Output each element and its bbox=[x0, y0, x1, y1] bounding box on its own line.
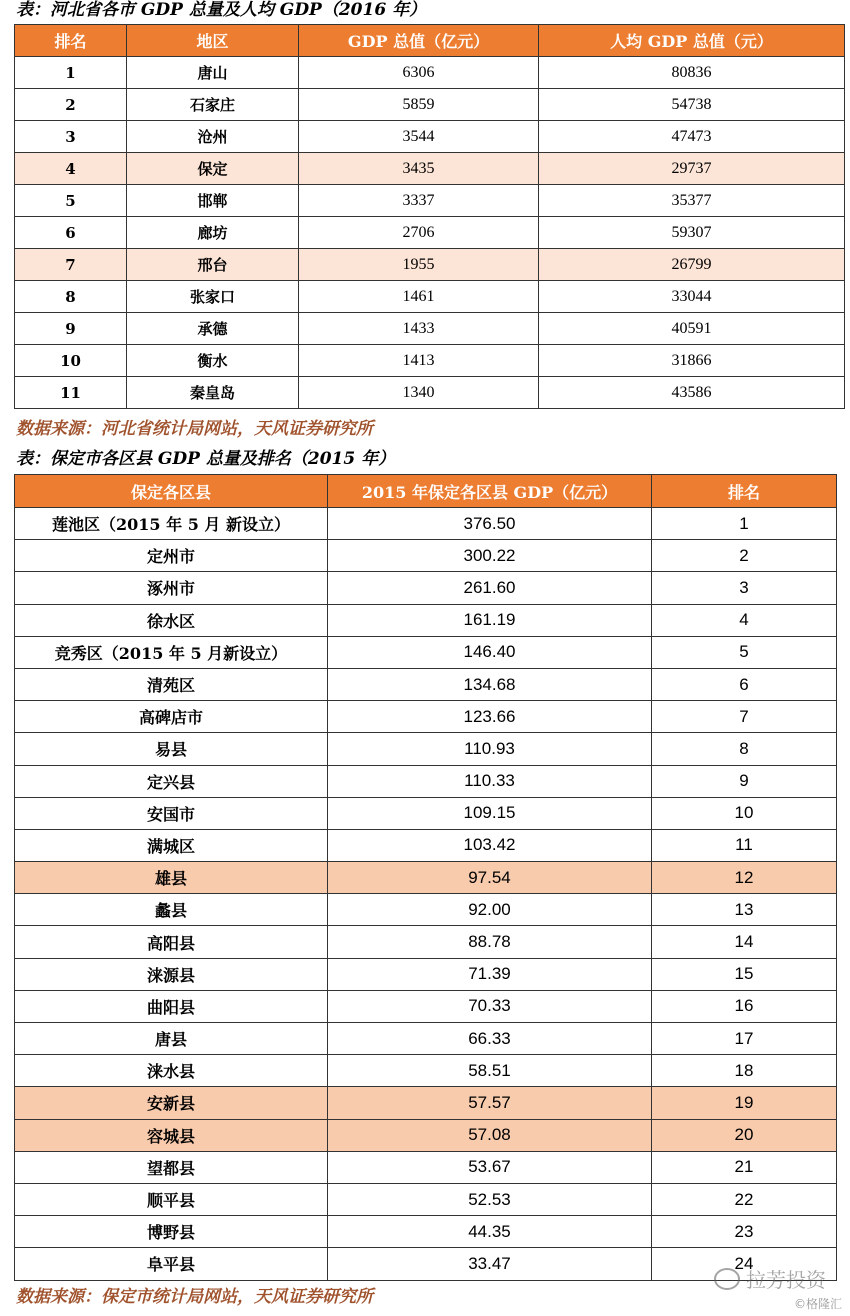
table1-title: 表：河北省各市 GDP 总量及人均 GDP（2016 年） bbox=[16, 0, 427, 20]
gdp-cell: 1433 bbox=[299, 313, 539, 345]
table2-source: 数据来源：保定市统计局网站，天风证券研究所 bbox=[16, 1287, 373, 1307]
per-capita-cell: 26799 bbox=[539, 249, 845, 281]
per-capita-cell: 43586 bbox=[539, 377, 845, 409]
table-row bbox=[15, 926, 837, 958]
per-capita-cell: 29737 bbox=[539, 153, 845, 185]
header-rank: 排名 bbox=[15, 25, 127, 57]
county-cell: 雄县 bbox=[15, 862, 328, 894]
county-gdp-cell: 70.33 bbox=[328, 990, 652, 1022]
gdp-cell: 3544 bbox=[299, 121, 539, 153]
county-gdp-cell: 376.50 bbox=[328, 508, 652, 540]
rank-cell: 4 bbox=[15, 153, 127, 185]
county-gdp-cell: 57.08 bbox=[328, 1119, 652, 1151]
header-region: 地区 bbox=[127, 25, 299, 57]
header-county-rank: 排名 bbox=[652, 475, 837, 508]
county-rank-cell: 20 bbox=[652, 1119, 837, 1151]
per-capita-cell: 35377 bbox=[539, 185, 845, 217]
county-rank-cell: 1 bbox=[652, 508, 837, 540]
region-cell: 衡水 bbox=[127, 345, 299, 377]
per-capita-cell: 40591 bbox=[539, 313, 845, 345]
rank-cell: 2 bbox=[15, 89, 127, 121]
table1-source: 数据来源：河北省统计局网站，天风证券研究所 bbox=[16, 419, 373, 439]
county-gdp-cell: 134.68 bbox=[328, 668, 652, 700]
county-cell: 容城县 bbox=[15, 1119, 328, 1151]
gdp-cell: 1461 bbox=[299, 281, 539, 313]
county-gdp-cell: 44.35 bbox=[328, 1216, 652, 1248]
county-cell: 顺平县 bbox=[15, 1183, 328, 1215]
county-rank-cell: 15 bbox=[652, 958, 837, 990]
gdp-cell: 6306 bbox=[299, 57, 539, 89]
county-gdp-cell: 123.66 bbox=[328, 701, 652, 733]
county-rank-cell: 4 bbox=[652, 604, 837, 636]
county-cell: 满城区 bbox=[15, 829, 328, 861]
gdp-cell: 1340 bbox=[299, 377, 539, 409]
county-cell: 高碑店市 bbox=[15, 701, 328, 733]
county-rank-cell: 8 bbox=[652, 733, 837, 765]
table-row bbox=[15, 733, 837, 765]
table-row bbox=[15, 958, 837, 990]
per-capita-cell: 80836 bbox=[539, 57, 845, 89]
county-cell: 徐水区 bbox=[15, 604, 328, 636]
table-row bbox=[15, 572, 837, 604]
gdp-cell: 1413 bbox=[299, 345, 539, 377]
table-row bbox=[15, 829, 837, 861]
county-rank-cell: 23 bbox=[652, 1216, 837, 1248]
county-rank-cell: 21 bbox=[652, 1151, 837, 1183]
county-gdp-cell: 261.60 bbox=[328, 572, 652, 604]
county-cell: 竞秀区（2015 年 5 月新设立） bbox=[15, 636, 328, 668]
region-cell: 保定 bbox=[127, 153, 299, 185]
table2-title: 表：保定市各区县 GDP 总量及排名（2015 年） bbox=[16, 449, 396, 469]
rank-cell: 9 bbox=[15, 313, 127, 345]
table-row bbox=[15, 797, 837, 829]
region-cell: 唐山 bbox=[127, 57, 299, 89]
county-cell: 曲阳县 bbox=[15, 990, 328, 1022]
county-gdp-cell: 66.33 bbox=[328, 1023, 652, 1055]
county-cell: 涞源县 bbox=[15, 958, 328, 990]
gdp-cell: 1955 bbox=[299, 249, 539, 281]
county-rank-cell: 9 bbox=[652, 765, 837, 797]
region-cell: 沧州 bbox=[127, 121, 299, 153]
region-cell: 石家庄 bbox=[127, 89, 299, 121]
county-rank-cell: 11 bbox=[652, 829, 837, 861]
county-cell: 蠡县 bbox=[15, 894, 328, 926]
county-rank-cell: 14 bbox=[652, 926, 837, 958]
county-gdp-cell: 146.40 bbox=[328, 636, 652, 668]
gdp-cell: 2706 bbox=[299, 217, 539, 249]
region-cell: 邢台 bbox=[127, 249, 299, 281]
county-gdp-cell: 110.93 bbox=[328, 733, 652, 765]
table-row bbox=[15, 313, 845, 345]
county-cell: 涿州市 bbox=[15, 572, 328, 604]
county-gdp-cell: 52.53 bbox=[328, 1183, 652, 1215]
county-gdp-cell: 97.54 bbox=[328, 862, 652, 894]
rank-cell: 11 bbox=[15, 377, 127, 409]
region-cell: 张家口 bbox=[127, 281, 299, 313]
table-row bbox=[15, 990, 837, 1022]
gdp-cell: 3337 bbox=[299, 185, 539, 217]
rank-cell: 6 bbox=[15, 217, 127, 249]
gdp-cell: 3435 bbox=[299, 153, 539, 185]
county-rank-cell: 7 bbox=[652, 701, 837, 733]
county-rank-cell: 13 bbox=[652, 894, 837, 926]
county-rank-cell: 24 bbox=[652, 1248, 837, 1280]
gdp-cell: 5859 bbox=[299, 89, 539, 121]
county-gdp-cell: 110.33 bbox=[328, 765, 652, 797]
county-gdp-cell: 33.47 bbox=[328, 1248, 652, 1280]
county-gdp-cell: 161.19 bbox=[328, 604, 652, 636]
table-row bbox=[15, 217, 845, 249]
county-gdp-cell: 88.78 bbox=[328, 926, 652, 958]
county-cell: 高阳县 bbox=[15, 926, 328, 958]
county-cell: 安新县 bbox=[15, 1087, 328, 1119]
table-row bbox=[15, 1023, 837, 1055]
rank-cell: 7 bbox=[15, 249, 127, 281]
county-gdp-cell: 103.42 bbox=[328, 829, 652, 861]
table-row bbox=[15, 701, 837, 733]
table-row bbox=[15, 765, 837, 797]
baoding-county-gdp-table bbox=[14, 474, 837, 1281]
county-rank-cell: 16 bbox=[652, 990, 837, 1022]
region-cell: 邯郸 bbox=[127, 185, 299, 217]
table-row bbox=[15, 508, 837, 540]
county-cell: 涞水县 bbox=[15, 1055, 328, 1087]
table-row bbox=[15, 1055, 837, 1087]
region-cell: 承德 bbox=[127, 313, 299, 345]
county-rank-cell: 17 bbox=[652, 1023, 837, 1055]
county-cell: 望都县 bbox=[15, 1151, 328, 1183]
table-row bbox=[15, 604, 837, 636]
county-cell: 安国市 bbox=[15, 797, 328, 829]
county-gdp-cell: 71.39 bbox=[328, 958, 652, 990]
per-capita-cell: 59307 bbox=[539, 217, 845, 249]
county-gdp-cell: 109.15 bbox=[328, 797, 652, 829]
table-row bbox=[15, 894, 837, 926]
table-row bbox=[15, 540, 837, 572]
table1-header-row bbox=[15, 25, 845, 57]
county-gdp-cell: 57.57 bbox=[328, 1087, 652, 1119]
table-row bbox=[15, 1216, 837, 1248]
table-row bbox=[15, 1119, 837, 1151]
rank-cell: 1 bbox=[15, 57, 127, 89]
table-row bbox=[15, 57, 845, 89]
county-cell: 阜平县 bbox=[15, 1248, 328, 1280]
table-row bbox=[15, 1087, 837, 1119]
per-capita-cell: 54738 bbox=[539, 89, 845, 121]
corner-mark: ©格隆汇 bbox=[793, 1297, 842, 1311]
county-rank-cell: 3 bbox=[652, 572, 837, 604]
rank-cell: 8 bbox=[15, 281, 127, 313]
county-rank-cell: 22 bbox=[652, 1183, 837, 1215]
county-rank-cell: 18 bbox=[652, 1055, 837, 1087]
table-row bbox=[15, 249, 845, 281]
county-rank-cell: 19 bbox=[652, 1087, 837, 1119]
table-row bbox=[15, 185, 845, 217]
county-rank-cell: 12 bbox=[652, 862, 837, 894]
table-row bbox=[15, 862, 837, 894]
county-cell: 唐县 bbox=[15, 1023, 328, 1055]
table-row bbox=[15, 281, 845, 313]
table-row bbox=[15, 668, 837, 700]
rank-cell: 5 bbox=[15, 185, 127, 217]
table-row bbox=[15, 121, 845, 153]
county-cell: 定兴县 bbox=[15, 765, 328, 797]
county-cell: 易县 bbox=[15, 733, 328, 765]
table-row bbox=[15, 1151, 837, 1183]
wechat-icon bbox=[714, 1268, 740, 1290]
county-rank-cell: 10 bbox=[652, 797, 837, 829]
table-row bbox=[15, 345, 845, 377]
rank-cell: 10 bbox=[15, 345, 127, 377]
per-capita-cell: 31866 bbox=[539, 345, 845, 377]
table-row bbox=[15, 153, 845, 185]
region-cell: 秦皇岛 bbox=[127, 377, 299, 409]
table2-header-row bbox=[15, 475, 837, 508]
header-county-gdp: 2015 年保定各区县 GDP（亿元） bbox=[328, 475, 652, 508]
header-county: 保定各区县 bbox=[15, 475, 328, 508]
header-gdp-total: GDP 总值（亿元） bbox=[299, 25, 539, 57]
watermark bbox=[714, 1264, 826, 1293]
per-capita-cell: 33044 bbox=[539, 281, 845, 313]
county-cell: 博野县 bbox=[15, 1216, 328, 1248]
county-gdp-cell: 58.51 bbox=[328, 1055, 652, 1087]
county-rank-cell: 5 bbox=[652, 636, 837, 668]
county-gdp-cell: 53.67 bbox=[328, 1151, 652, 1183]
table-row bbox=[15, 1183, 837, 1215]
gdp-by-city-table bbox=[14, 24, 845, 409]
county-cell: 清苑区 bbox=[15, 668, 328, 700]
county-gdp-cell: 92.00 bbox=[328, 894, 652, 926]
county-gdp-cell: 300.22 bbox=[328, 540, 652, 572]
region-cell: 廊坊 bbox=[127, 217, 299, 249]
table-row bbox=[15, 377, 845, 409]
county-rank-cell: 2 bbox=[652, 540, 837, 572]
header-gdp-per-capita: 人均 GDP 总值（元） bbox=[539, 25, 845, 57]
per-capita-cell: 47473 bbox=[539, 121, 845, 153]
rank-cell: 3 bbox=[15, 121, 127, 153]
county-rank-cell: 6 bbox=[652, 668, 837, 700]
watermark-text: 拉芳投资 bbox=[746, 1268, 826, 1292]
table-row bbox=[15, 89, 845, 121]
table-row bbox=[15, 636, 837, 668]
county-cell: 定州市 bbox=[15, 540, 328, 572]
county-cell: 莲池区（2015 年 5 月 新设立） bbox=[15, 508, 328, 540]
